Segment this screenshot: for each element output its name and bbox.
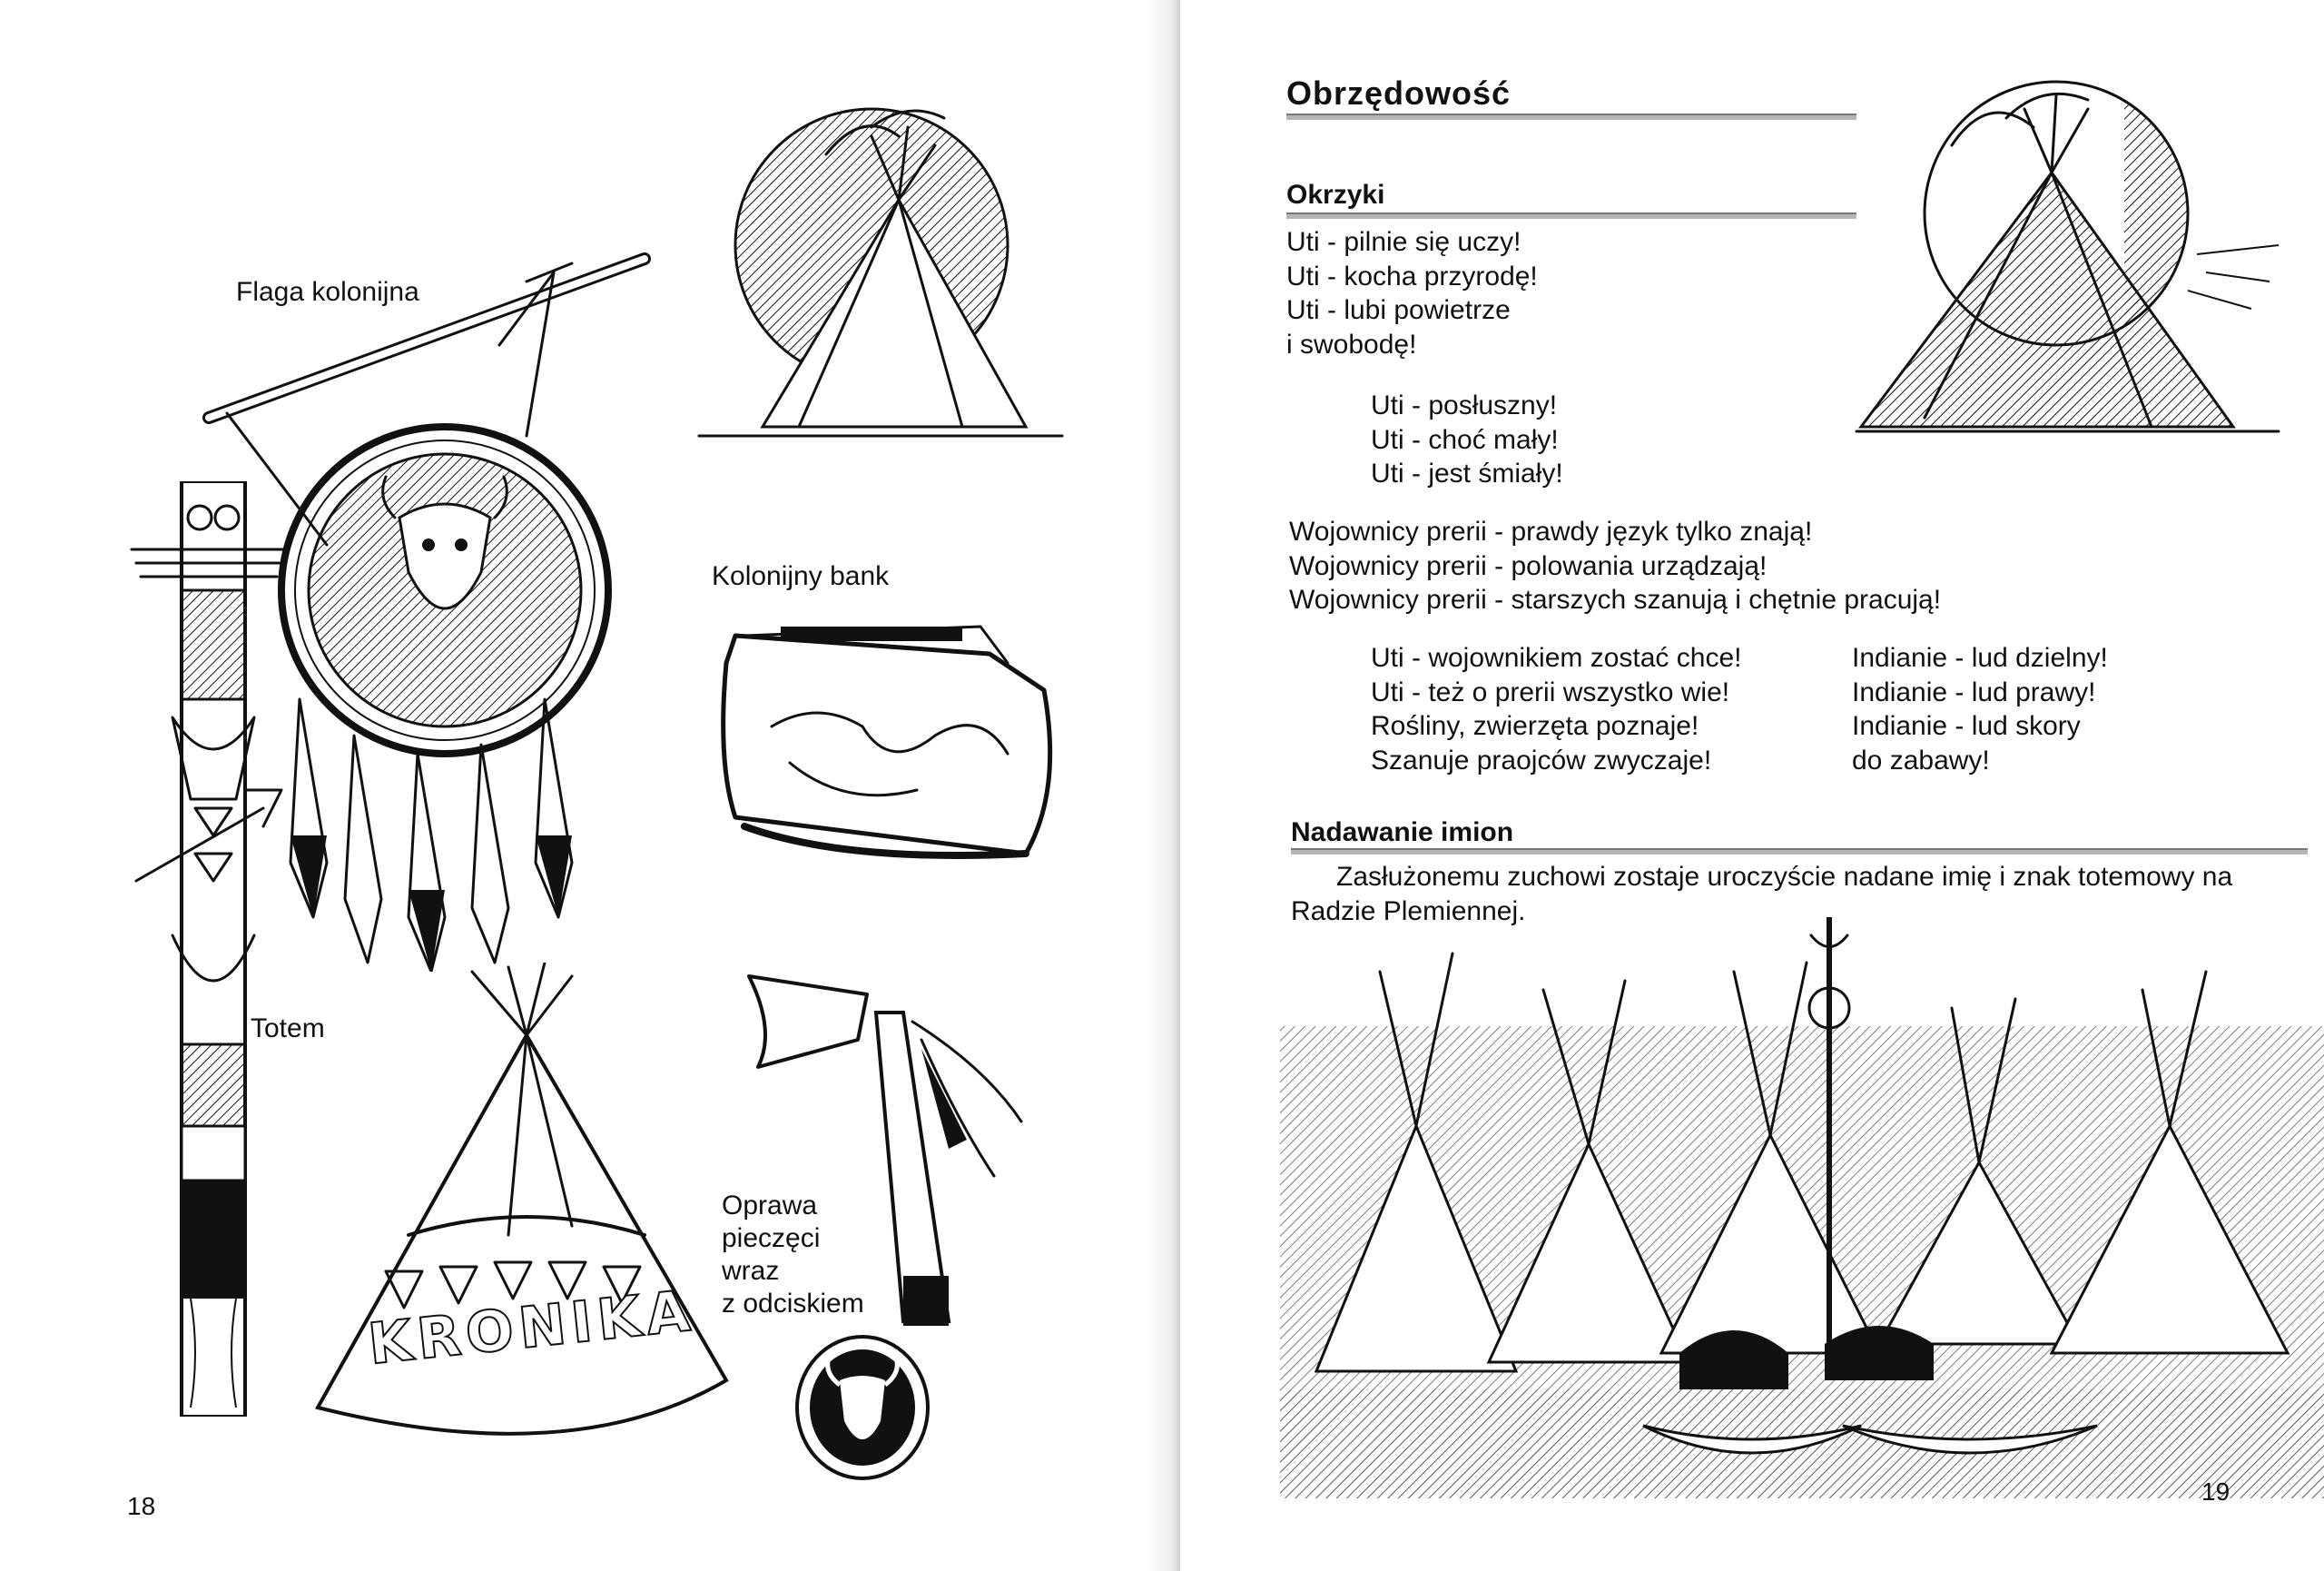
chant-line: Uti - posłuszny! [1371, 390, 1558, 420]
bison-seal-icon [790, 1330, 935, 1485]
tipi-moon-icon [690, 100, 1071, 481]
chant-line: Indianie - lud prawy! [1852, 677, 2096, 707]
chant-block-4-left [1371, 641, 1741, 777]
kronika-tipi-icon [300, 963, 753, 1444]
caption-totem: Totem [251, 1013, 325, 1043]
page-title: Obrzędowość [1286, 74, 1512, 112]
caption-bank: Kolonijny bank [712, 561, 890, 591]
chant-line: Uti - wojownikiem zostać chce! [1371, 643, 1742, 673]
page-number-right: 19 [2201, 1477, 2230, 1506]
chant-line: Wojownicy prerii - starszych szanują i chętnie pracują! [1289, 585, 1942, 615]
page-number-left: 18 [127, 1492, 156, 1520]
chant-line: Rośliny, zwierzęta poznaje! [1371, 711, 1699, 741]
chant-block-3 [1289, 515, 1941, 618]
imiona-paragraph: Zasłużonemu zuchowi zostaje uroczyście nadane imię i znak totemowy na Radzie Plemiennej. [1291, 862, 2233, 926]
chant-block-1 [1286, 225, 1538, 361]
caption-seal-line-3: wraz [722, 1256, 780, 1286]
tipi-moon-icon [1852, 73, 2288, 454]
okrzyki-rule [1286, 212, 1856, 219]
caption-seal [722, 1190, 864, 1320]
chant-line: i swobodę! [1286, 329, 1417, 360]
chant-line: Szanuje praojców zwyczaje! [1371, 745, 1712, 776]
caption-seal-line-4: z odciskiem [722, 1289, 864, 1319]
indian-camp-icon [1280, 917, 2324, 1498]
heading-nadawanie-imion: Nadawanie imion [1291, 817, 1514, 847]
chant-line: Uti - choć mały! [1371, 424, 1559, 455]
heading-okrzyki: Okrzyki [1286, 180, 1385, 210]
totem-pole-icon [127, 481, 290, 1417]
chant-line: Uti - pilnie się uczy! [1286, 227, 1521, 257]
right-page [1180, 0, 2324, 1571]
chant-block-2 [1371, 389, 1563, 491]
chant-line: Uti - jest śmiały! [1371, 459, 1563, 489]
dream-catcher-icon [281, 427, 608, 972]
chant-line: Indianie - lud dzielny! [1852, 643, 2108, 673]
chant-line: Uti - też o prerii wszystko wie! [1371, 677, 1730, 707]
chant-line: do zabawy! [1852, 745, 1990, 776]
chant-line: Wojownicy prerii - polowania urządzają! [1289, 550, 1768, 581]
chant-line: Uti - kocha przyrodę! [1286, 261, 1538, 291]
caption-flag: Flaga kolonijna [236, 277, 419, 307]
title-rule [1286, 114, 1856, 120]
chant-line: Wojownicy prerii - prawdy język tylko znają! [1289, 517, 1813, 547]
chant-block-4-right [1852, 641, 2108, 777]
imiona-rule [1291, 848, 2308, 855]
caption-seal-line-1: Oprawa [722, 1191, 818, 1220]
caption-seal-line-2: pieczęci [722, 1223, 821, 1253]
tipi-lettering: KRONIKA [365, 1277, 699, 1378]
chant-line: Indianie - lud skory [1852, 711, 2081, 741]
bank-box-icon [708, 608, 1071, 872]
chant-line: Uti - lubi powietrze [1286, 295, 1511, 325]
